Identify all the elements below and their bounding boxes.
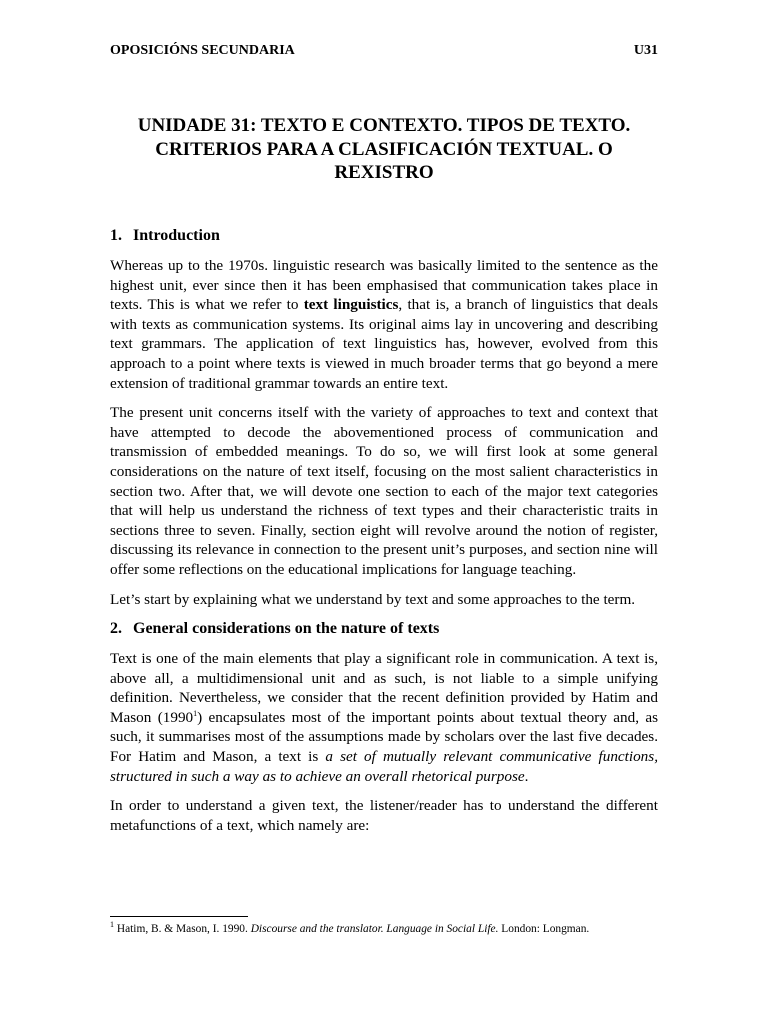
section-1-heading <box>110 226 658 246</box>
emphasis-text-linguistics: text linguistics <box>303 296 399 314</box>
unit-title-line-1: UNIDADE 31: TEXTO E CONTEXTO. TIPOS DE TEXTO. <box>137 115 631 136</box>
unit-title-line-3: REXISTRO <box>334 162 434 183</box>
header-title: OPOSICIÓNS SECUNDARIA <box>110 43 295 58</box>
header-unit-code: U31 <box>633 43 658 58</box>
footnote-mark: 1 <box>110 920 114 930</box>
paragraph-text: ) encapsulates most of the important points about textual theory and, as such, it summarises most of the assumptions made by scholars over the last five decades. For Hatim and Mason, a text is <box>110 708 658 766</box>
paragraph-text: , that is, a branch of linguistics that deals with texts as communication systems. Its original aims lay in uncovering and describing text grammars. The application of text linguistics has, however, evolved from this approach to a point where texts is viewed in much broader terms that go beyond a mere extension of traditional grammar towards an entire text. <box>110 296 658 392</box>
section-1-paragraph-3: Let’s start by explaining what we understand by text and some approaches to the term. <box>110 590 636 608</box>
section-2-number: 2. <box>110 620 122 638</box>
footnote-publisher: London: Longman. <box>498 923 590 935</box>
section-1-paragraph-1 <box>110 256 658 393</box>
section-2-paragraph-2: In order to understand a given text, the listener/reader has to understand the different metafunctions of a text, which namely are: <box>110 797 658 834</box>
section-2-title: General considerations on the nature of texts <box>133 620 440 638</box>
footnote-reference[interactable]: 1 <box>193 708 198 718</box>
footnote <box>110 922 670 936</box>
unit-title-line-2: CRITERIOS PARA A CLASIFICACIÓN TEXTUAL. O <box>155 138 613 160</box>
footnote-book-title: Discourse and the translator. Language in Social Life. <box>250 923 499 935</box>
section-1-paragraph-2: The present unit concerns itself with the variety of approaches to text and context that have attempted to decode the abovementioned process of communication and transmission of embedded meanings. To do so, we will first look at some general considerations on the nature of text itself, focusing on the most salient characteristics in section two. After that, we will devote one section to each of the major text categories that will help us understand the richness of text types and their characteristic traits in sections three to seven. Finally, section eight will revolve around the notion of register, discussing its relevance in connection to the present unit’s purposes, and section nine will offer some reflections on the educational implications for language teaching. <box>110 404 658 578</box>
section-1-number: 1. <box>110 227 122 244</box>
unit-title <box>110 114 658 185</box>
definition-quote: a set of mutually relevant communicative functions, structured in such a way as to achieve an overall rhetorical purpose <box>110 748 658 785</box>
section-2-paragraph-1 <box>110 649 658 786</box>
footnote-separator <box>110 916 248 917</box>
section-2-heading <box>110 619 658 639</box>
running-header <box>110 42 658 60</box>
paragraph-text: Whereas up to the 1970s. linguistic research was basically limited to the sentence as the highest unit, ever since then it has been emphasised that communication takes place in texts. This is what we refer to <box>110 257 658 314</box>
document-body <box>110 226 658 845</box>
footnote-authors: Hatim, B. & Mason, I. 1990. <box>114 923 251 935</box>
paragraph-text: Text is one of the main elements that play a significant role in communication. A text is, above all, a multidimensional unit and as such, is not liable to a simple unifying definition. Nevertheless, we consider that the recent definition provided by Hatim and Mason (1990 <box>110 650 658 726</box>
section-1-title: Introduction <box>133 227 220 244</box>
paragraph-text: . <box>524 767 529 785</box>
